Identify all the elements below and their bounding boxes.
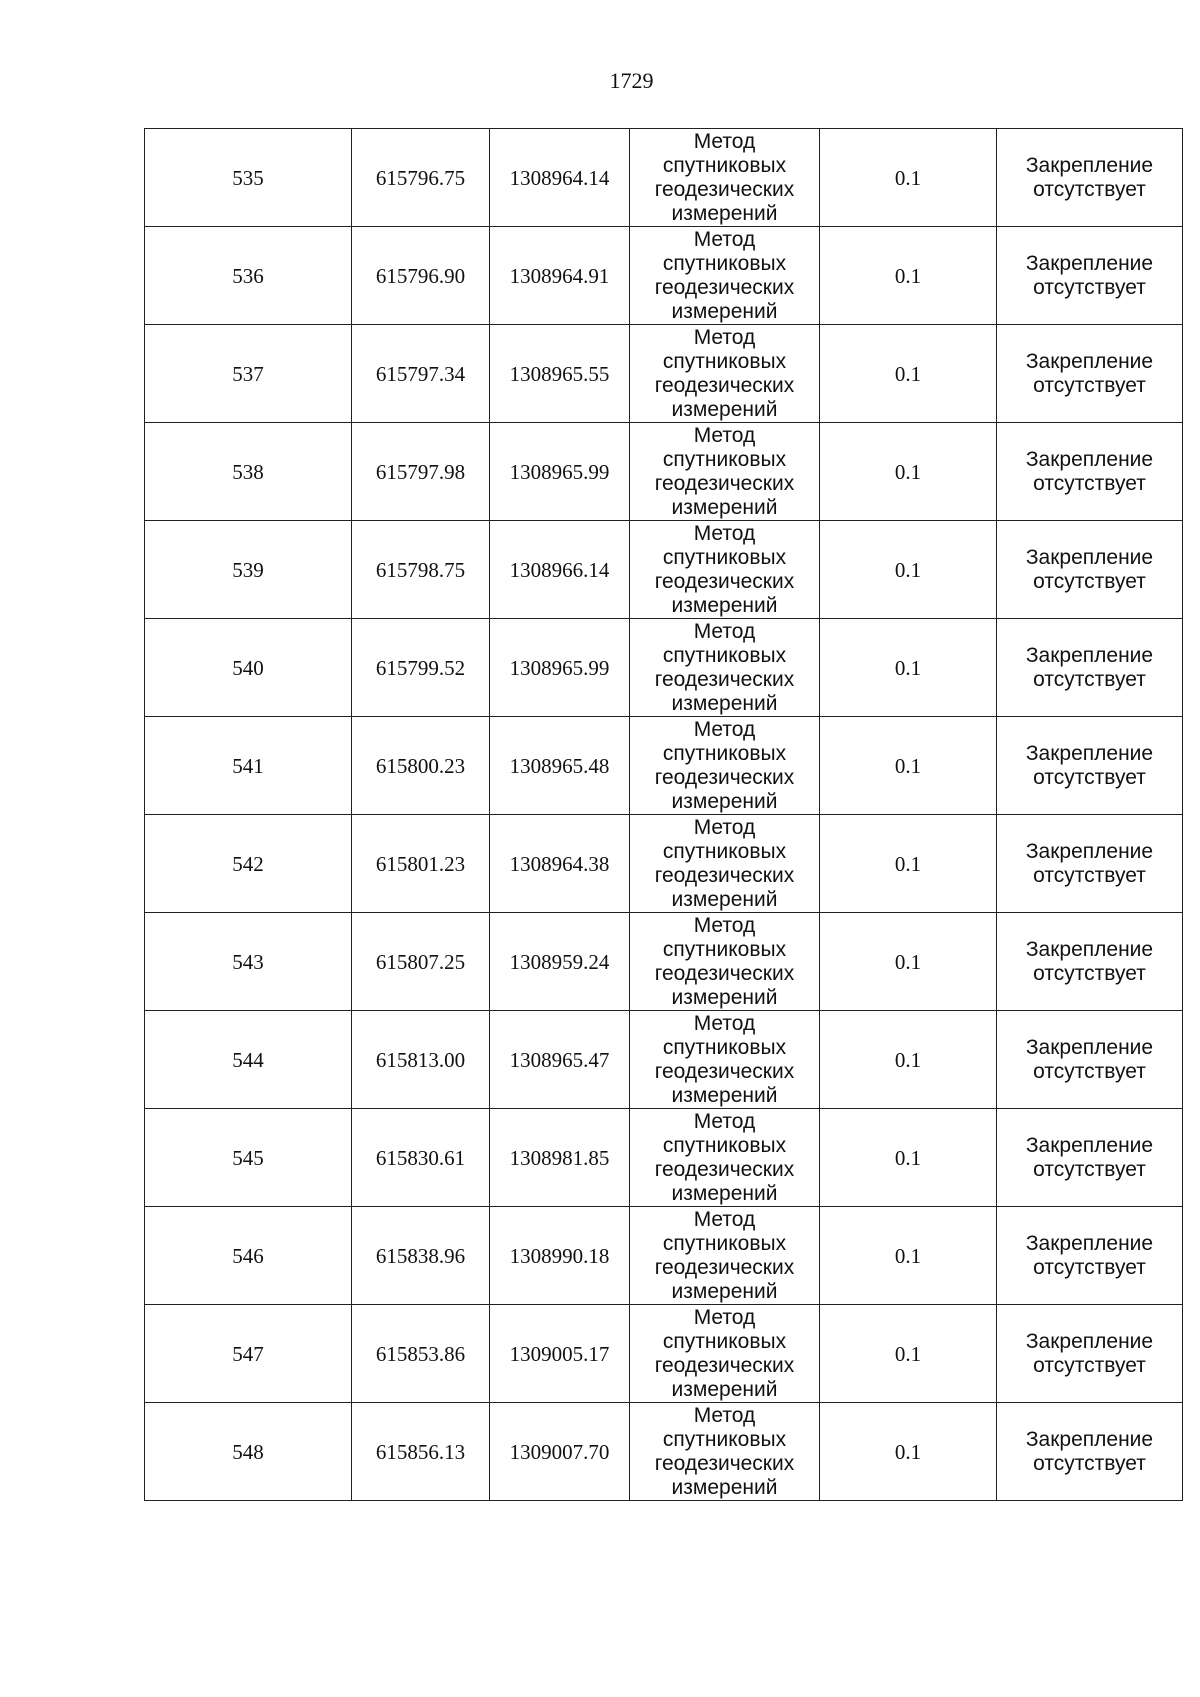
method-text: Метод спутниковых геодезических измерений xyxy=(654,1305,795,1401)
y-coordinate-cell: 1308964.14 xyxy=(490,129,630,227)
point-number-cell: 544 xyxy=(145,1011,352,1109)
fixing-cell xyxy=(997,619,1183,717)
x-coordinate-cell: 615799.52 xyxy=(352,619,490,717)
accuracy-cell: 0.1 xyxy=(820,521,997,619)
method-text: Метод спутниковых геодезических измерений xyxy=(654,913,795,1009)
method-cell xyxy=(630,1403,820,1501)
x-coordinate-cell: 615800.23 xyxy=(352,717,490,815)
fixing-text: Закрепление отсутствует xyxy=(1025,251,1154,299)
method-cell xyxy=(630,227,820,325)
fixing-text: Закрепление отсутствует xyxy=(1025,741,1154,789)
point-number-cell: 535 xyxy=(145,129,352,227)
x-coordinate-cell: 615830.61 xyxy=(352,1109,490,1207)
x-coordinate-cell: 615797.98 xyxy=(352,423,490,521)
point-number-cell: 536 xyxy=(145,227,352,325)
y-coordinate-cell: 1309005.17 xyxy=(490,1305,630,1403)
fixing-text: Закрепление отсутствует xyxy=(1025,1035,1154,1083)
x-coordinate-cell: 615797.34 xyxy=(352,325,490,423)
method-text: Метод спутниковых геодезических измерений xyxy=(654,1207,795,1303)
fixing-text: Закрепление отсутствует xyxy=(1025,1427,1154,1475)
fixing-text: Закрепление отсутствует xyxy=(1025,545,1154,593)
x-coordinate-cell: 615856.13 xyxy=(352,1403,490,1501)
fixing-text: Закрепление отсутствует xyxy=(1025,447,1154,495)
table-row xyxy=(145,619,1183,717)
method-cell xyxy=(630,521,820,619)
table-row xyxy=(145,227,1183,325)
point-number-cell: 539 xyxy=(145,521,352,619)
fixing-cell xyxy=(997,717,1183,815)
table-row xyxy=(145,1011,1183,1109)
fixing-cell xyxy=(997,325,1183,423)
method-cell xyxy=(630,815,820,913)
method-cell xyxy=(630,1011,820,1109)
point-number-cell: 546 xyxy=(145,1207,352,1305)
y-coordinate-cell: 1308981.85 xyxy=(490,1109,630,1207)
method-text: Метод спутниковых геодезических измерений xyxy=(654,815,795,911)
fixing-text: Закрепление отсутствует xyxy=(1025,153,1154,201)
fixing-text: Закрепление отсутствует xyxy=(1025,643,1154,691)
point-number-cell: 545 xyxy=(145,1109,352,1207)
accuracy-cell: 0.1 xyxy=(820,815,997,913)
method-text: Метод спутниковых геодезических измерений xyxy=(654,423,795,519)
fixing-cell xyxy=(997,129,1183,227)
table-row xyxy=(145,1403,1183,1501)
y-coordinate-cell: 1308965.48 xyxy=(490,717,630,815)
fixing-cell xyxy=(997,521,1183,619)
accuracy-cell: 0.1 xyxy=(820,913,997,1011)
y-coordinate-cell: 1308965.47 xyxy=(490,1011,630,1109)
method-text: Метод спутниковых геодезических измерений xyxy=(654,1109,795,1205)
fixing-cell xyxy=(997,913,1183,1011)
point-number-cell: 537 xyxy=(145,325,352,423)
method-text: Метод спутниковых геодезических измерений xyxy=(654,325,795,421)
y-coordinate-cell: 1308965.99 xyxy=(490,423,630,521)
method-text: Метод спутниковых геодезических измерений xyxy=(654,1403,795,1499)
fixing-cell xyxy=(997,227,1183,325)
method-text: Метод спутниковых геодезических измерений xyxy=(654,227,795,323)
accuracy-cell: 0.1 xyxy=(820,423,997,521)
accuracy-cell: 0.1 xyxy=(820,1403,997,1501)
point-number-cell: 541 xyxy=(145,717,352,815)
point-number-cell: 542 xyxy=(145,815,352,913)
point-number-cell: 538 xyxy=(145,423,352,521)
method-text: Метод спутниковых геодезических измерений xyxy=(654,1011,795,1107)
fixing-cell xyxy=(997,1207,1183,1305)
y-coordinate-cell: 1308990.18 xyxy=(490,1207,630,1305)
y-coordinate-cell: 1308966.14 xyxy=(490,521,630,619)
accuracy-cell: 0.1 xyxy=(820,325,997,423)
table-row xyxy=(145,1109,1183,1207)
method-text: Метод спутниковых геодезических измерений xyxy=(654,717,795,813)
fixing-cell xyxy=(997,1011,1183,1109)
accuracy-cell: 0.1 xyxy=(820,227,997,325)
x-coordinate-cell: 615798.75 xyxy=(352,521,490,619)
table-row xyxy=(145,1305,1183,1403)
fixing-text: Закрепление отсутствует xyxy=(1025,1133,1154,1181)
fixing-cell xyxy=(997,1305,1183,1403)
x-coordinate-cell: 615838.96 xyxy=(352,1207,490,1305)
method-cell xyxy=(630,1207,820,1305)
y-coordinate-cell: 1308959.24 xyxy=(490,913,630,1011)
page-number: 1729 xyxy=(609,68,654,93)
accuracy-cell: 0.1 xyxy=(820,619,997,717)
fixing-text: Закрепление отсутствует xyxy=(1025,937,1154,985)
coordinates-table-body xyxy=(145,129,1183,1501)
method-cell xyxy=(630,717,820,815)
point-number-cell: 543 xyxy=(145,913,352,1011)
table-row xyxy=(145,913,1183,1011)
method-text: Метод спутниковых геодезических измерений xyxy=(654,521,795,617)
method-cell xyxy=(630,129,820,227)
point-number-cell: 547 xyxy=(145,1305,352,1403)
x-coordinate-cell: 615853.86 xyxy=(352,1305,490,1403)
y-coordinate-cell: 1308965.55 xyxy=(490,325,630,423)
x-coordinate-cell: 615796.90 xyxy=(352,227,490,325)
fixing-text: Закрепление отсутствует xyxy=(1025,1231,1154,1279)
method-cell xyxy=(630,913,820,1011)
table-row xyxy=(145,1207,1183,1305)
fixing-cell xyxy=(997,423,1183,521)
coordinates-table xyxy=(144,128,1183,1501)
point-number-cell: 540 xyxy=(145,619,352,717)
table-row xyxy=(145,717,1183,815)
fixing-text: Закрепление отсутствует xyxy=(1025,1329,1154,1377)
fixing-text: Закрепление отсутствует xyxy=(1025,349,1154,397)
accuracy-cell: 0.1 xyxy=(820,1207,997,1305)
fixing-text: Закрепление отсутствует xyxy=(1025,839,1154,887)
fixing-cell xyxy=(997,815,1183,913)
method-cell xyxy=(630,325,820,423)
x-coordinate-cell: 615807.25 xyxy=(352,913,490,1011)
x-coordinate-cell: 615813.00 xyxy=(352,1011,490,1109)
accuracy-cell: 0.1 xyxy=(820,1305,997,1403)
y-coordinate-cell: 1308964.91 xyxy=(490,227,630,325)
fixing-cell xyxy=(997,1109,1183,1207)
y-coordinate-cell: 1308964.38 xyxy=(490,815,630,913)
accuracy-cell: 0.1 xyxy=(820,129,997,227)
table-row xyxy=(145,423,1183,521)
y-coordinate-cell: 1309007.70 xyxy=(490,1403,630,1501)
method-text: Метод спутниковых геодезических измерений xyxy=(654,619,795,715)
accuracy-cell: 0.1 xyxy=(820,1011,997,1109)
method-cell xyxy=(630,1109,820,1207)
x-coordinate-cell: 615796.75 xyxy=(352,129,490,227)
table-row xyxy=(145,521,1183,619)
accuracy-cell: 0.1 xyxy=(820,717,997,815)
point-number-cell: 548 xyxy=(145,1403,352,1501)
y-coordinate-cell: 1308965.99 xyxy=(490,619,630,717)
method-cell xyxy=(630,1305,820,1403)
method-cell xyxy=(630,619,820,717)
table-row xyxy=(145,325,1183,423)
accuracy-cell: 0.1 xyxy=(820,1109,997,1207)
method-cell xyxy=(630,423,820,521)
x-coordinate-cell: 615801.23 xyxy=(352,815,490,913)
table-row xyxy=(145,815,1183,913)
fixing-cell xyxy=(997,1403,1183,1501)
method-text: Метод спутниковых геодезических измерений xyxy=(654,129,795,225)
table-row xyxy=(145,129,1183,227)
